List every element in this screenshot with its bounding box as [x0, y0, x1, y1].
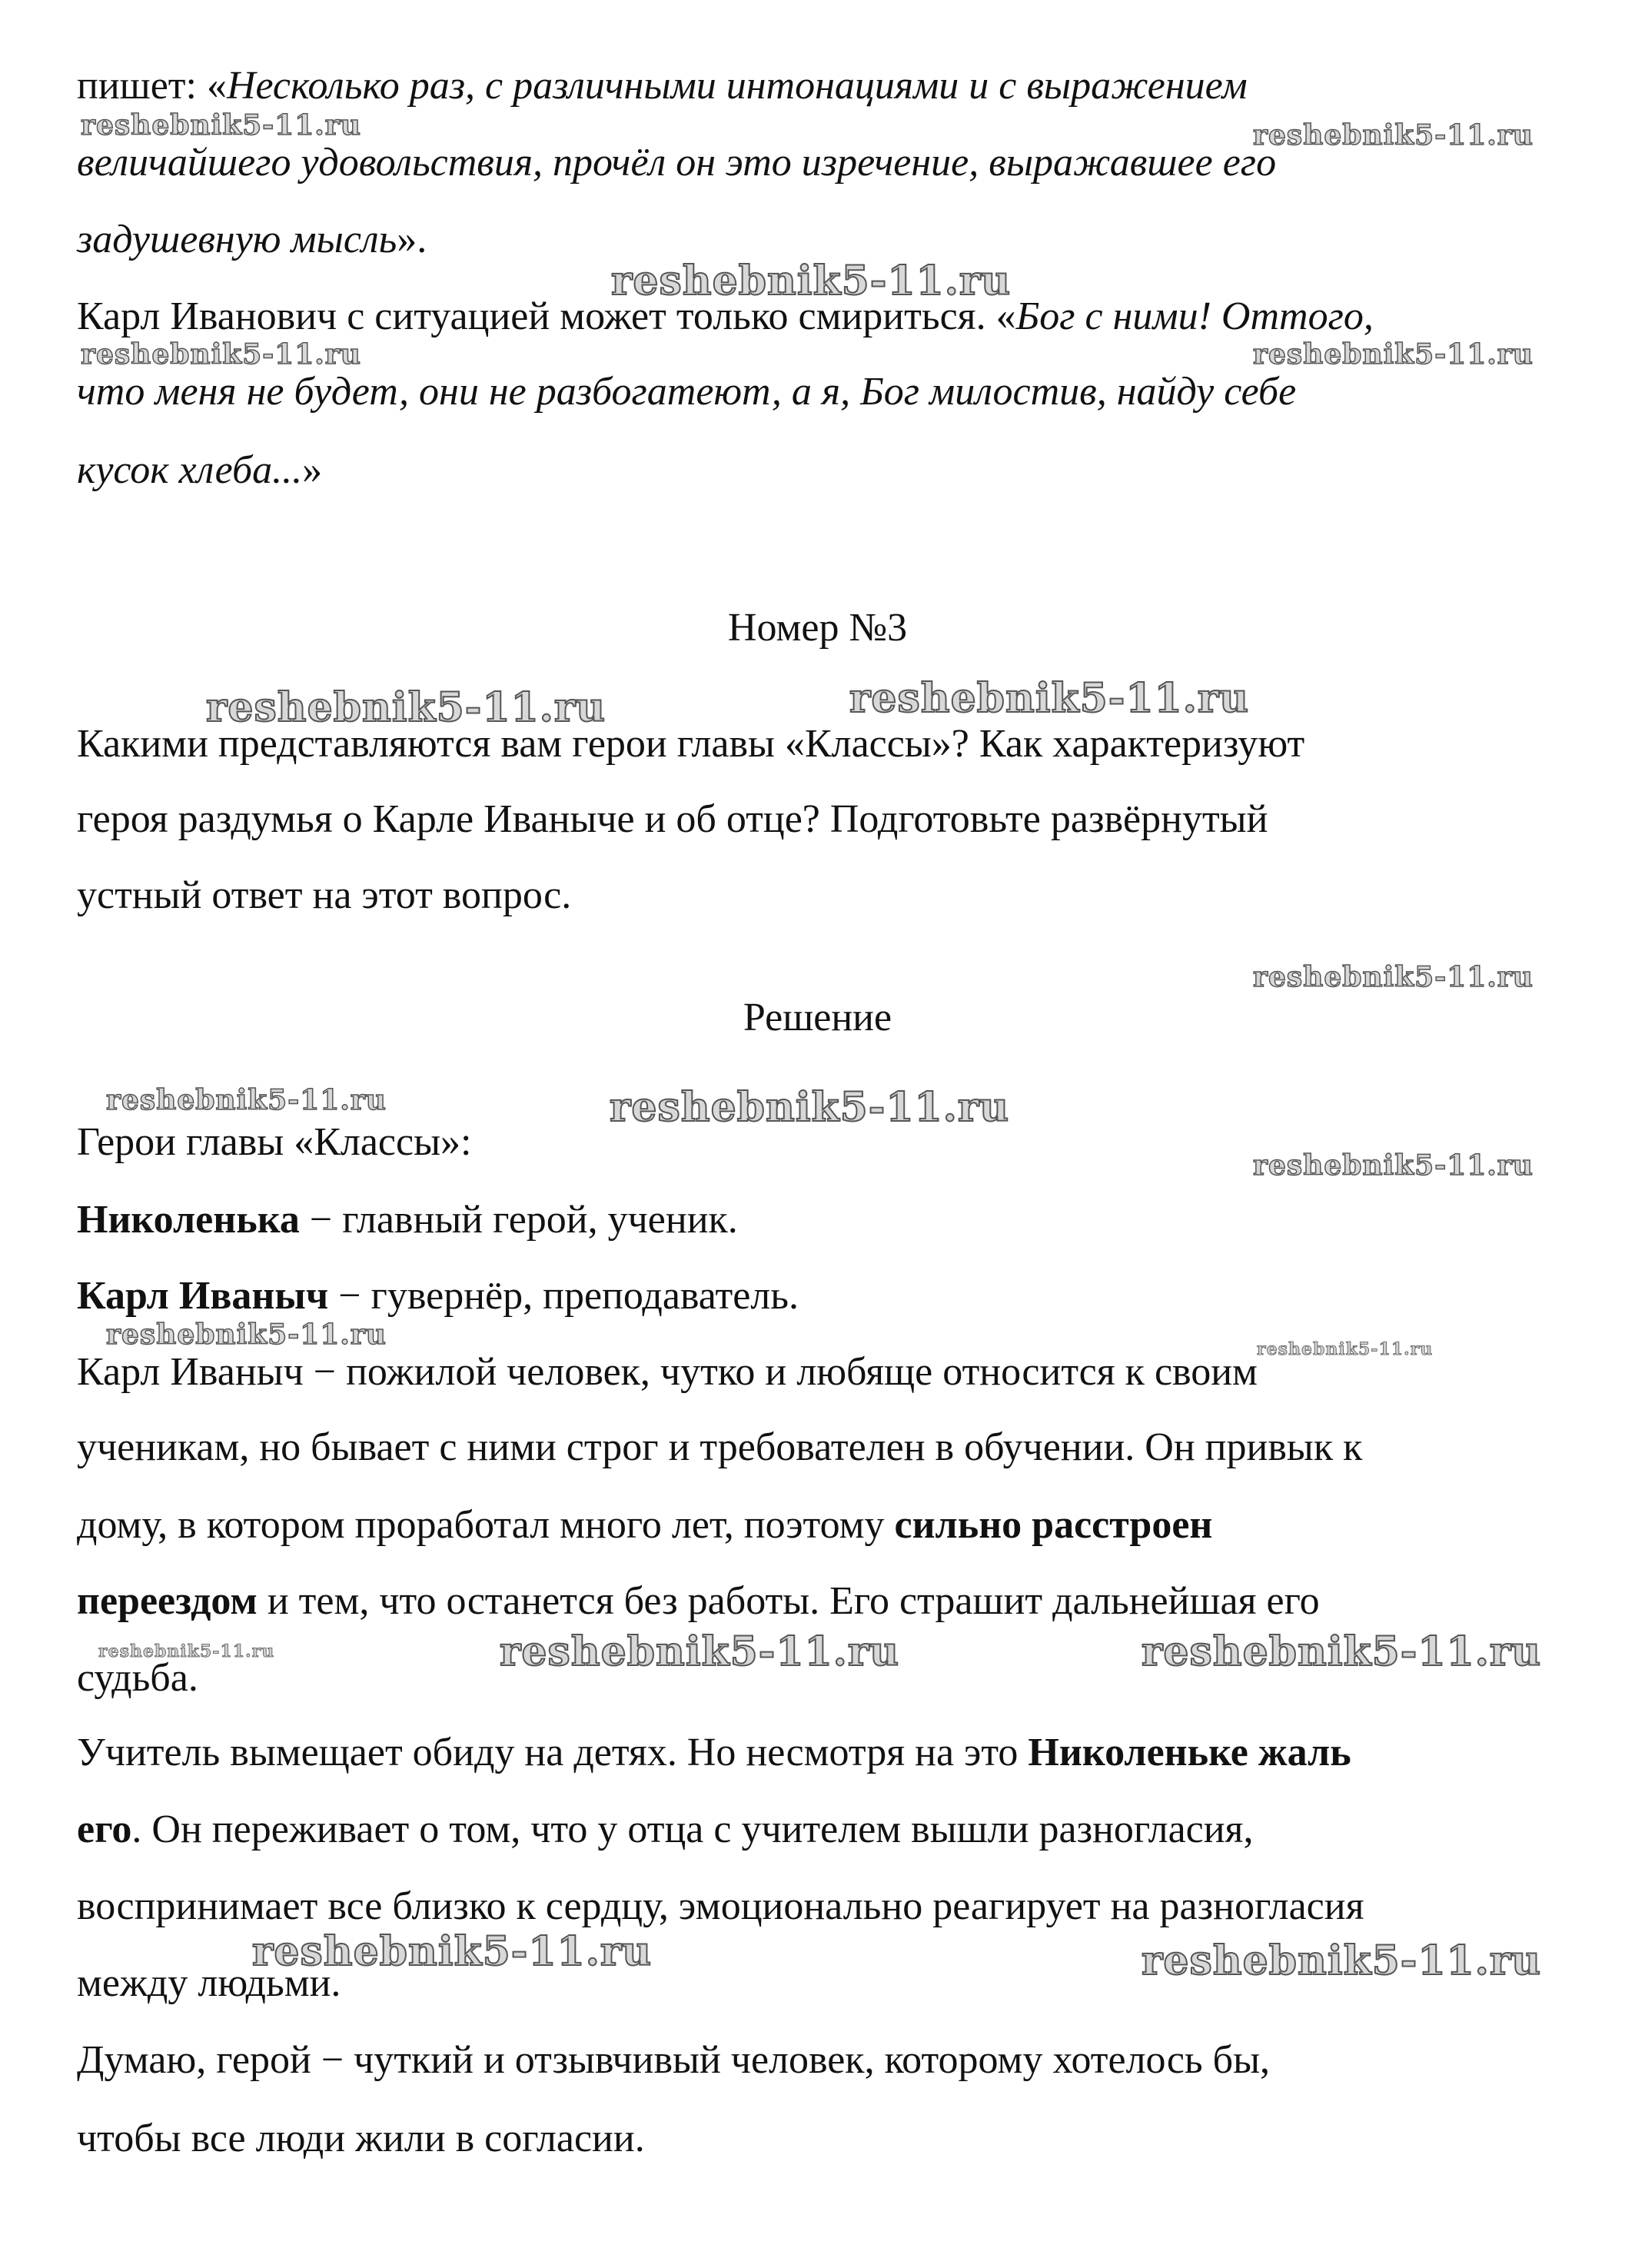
paragraph-line: Карл Иваныч − пожилой человек, чутко и любяще относится к своим [77, 1350, 1258, 1394]
text-line: пишет: «Несколько раз, с различными интонациями и с выражением [77, 64, 1248, 108]
watermark: reshebnik5-11.ru [1253, 961, 1534, 993]
watermark: reshebnik5-11.ru [106, 1084, 387, 1116]
watermark: reshebnik5-11.ru [106, 1319, 387, 1351]
watermark: reshebnik5-11.ru [1257, 1339, 1434, 1359]
task-text: героя раздумья о Карле Иваныче и об отце? Подготовьте развёрнутый [77, 797, 1268, 841]
text-line: задушевную мысль». [77, 218, 427, 261]
paragraph-line: ученикам, но бывает с ними строг и требователен в обучении. Он привык к [77, 1425, 1363, 1469]
watermark: reshebnik5-11.ru [1253, 338, 1534, 371]
watermark: reshebnik5-11.ru [81, 338, 361, 371]
paragraph-line: между людьми. [77, 1961, 341, 2005]
watermark: reshebnik5-11.ru [1253, 119, 1534, 151]
paragraph-line: судьба. [77, 1656, 198, 1700]
watermark: reshebnik5-11.ru [500, 1628, 900, 1675]
solution-text: Герои главы «Классы»: [77, 1120, 472, 1164]
paragraph-line: переездом и тем, что останется без работы. Его страшит дальнейшая его [77, 1579, 1320, 1623]
text-line: что меня не будет, они не разбогатеют, а я, Бог милостив, найду себе [77, 370, 1297, 414]
paragraph-line: дому, в котором проработал много лет, поэтому сильно расстроен [77, 1503, 1213, 1547]
watermark: reshebnik5-11.ru [81, 109, 361, 141]
text-line: величайшего удовольствия, прочёл он это изречение, выражавшее его [77, 141, 1277, 185]
paragraph-line: Учитель вымещает обиду на детях. Но несмотря на это Николеньке жаль [77, 1731, 1351, 1774]
paragraph-line: его. Он переживает о том, что у отца с учителем вышли разногласия, [77, 1807, 1254, 1851]
watermark: reshebnik5-11.ru [98, 1641, 275, 1661]
task-title: Номер №3 [727, 606, 908, 650]
text-line: кусок хлеба...» [77, 448, 323, 492]
watermark: reshebnik5-11.ru [1253, 1149, 1534, 1182]
task-text: устный ответ на этот вопрос. [77, 873, 572, 917]
watermark: reshebnik5-11.ru [252, 1928, 653, 1975]
watermark: reshebnik5-11.ru [610, 1084, 1010, 1131]
text-line: Карл Иванович с ситуацией может только смириться. «Бог с ними! Оттого, [77, 294, 1374, 338]
hero-item: Карл Иваныч − гувернёр, преподаватель. [77, 1274, 799, 1318]
paragraph-line: Думаю, герой − чуткий и отзывчивый человек, которому хотелось бы, [77, 2038, 1271, 2082]
watermark: reshebnik5-11.ru [206, 684, 606, 731]
hero-item: Николенька − главный герой, ученик. [77, 1198, 738, 1242]
watermark: reshebnik5-11.ru [1142, 1628, 1542, 1675]
watermark: reshebnik5-11.ru [611, 258, 1012, 304]
paragraph-line: чтобы все люди жили в согласии. [77, 2117, 645, 2160]
solution-title: Решение [743, 996, 892, 1039]
watermark: reshebnik5-11.ru [1142, 1937, 1542, 1984]
paragraph-line: воспринимает все близко к сердцу, эмоционально реагирует на разногласия [77, 1884, 1364, 1928]
watermark: reshebnik5-11.ru [849, 675, 1250, 722]
task-text: Какими представляются вам герои главы «Классы»? Как характеризуют [77, 722, 1305, 766]
